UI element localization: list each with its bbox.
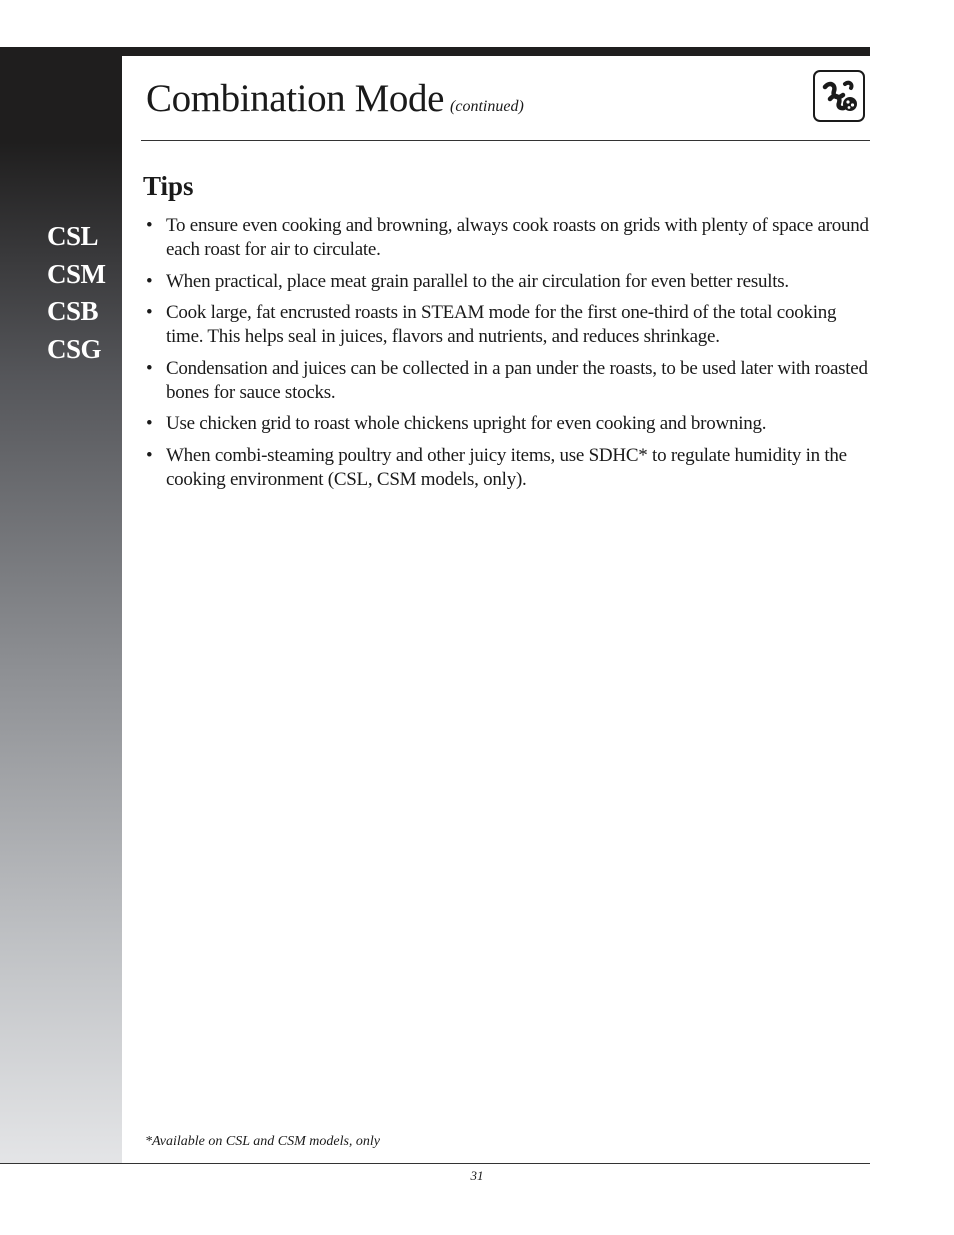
model-label: CSB — [47, 296, 99, 326]
model-label: CSG — [47, 333, 102, 364]
section-heading: Tips — [143, 171, 194, 201]
tip-text: To ensure even cooking and browning, always cook roasts on grids with plenty of space around each roast for air to circulate. — [166, 215, 869, 260]
bullet-icon: • — [146, 413, 153, 434]
title-divider — [141, 140, 870, 141]
footer-divider — [0, 1163, 870, 1164]
page-title — [146, 76, 524, 121]
combination-mode-icon — [813, 70, 865, 122]
tip-text: When practical, place meat grain parallel to the air circulation for even better results. — [166, 270, 789, 292]
steam-and-heat-icon — [818, 75, 860, 117]
tips-list — [146, 214, 870, 499]
tip-text: Cook large, fat encrusted roasts in STEAM mode for the first one-third of the total cooking time. This helps seal in juices, flavors and nutrients, and reduces shrinkage. — [166, 302, 837, 347]
bullet-icon: • — [146, 444, 153, 466]
model-list — [47, 218, 106, 368]
list-item — [146, 357, 870, 405]
sidebar — [0, 47, 122, 1164]
model-label: CSL — [47, 221, 99, 251]
model-label: CSM — [47, 258, 106, 289]
bullet-icon: • — [146, 357, 153, 379]
tip-text: Use chicken grid to roast whole chickens upright for even cooking and browning. — [166, 413, 767, 434]
list-item — [146, 270, 870, 294]
page-title-suffix: (continued) — [450, 98, 524, 115]
list-item — [146, 214, 870, 262]
page-title-text: Combination Mode — [146, 77, 445, 120]
bullet-icon: • — [146, 302, 153, 323]
header-bar — [0, 47, 870, 56]
list-item — [146, 412, 870, 436]
bullet-icon: • — [146, 270, 153, 292]
footnote: *Available on CSL and CSM models, only — [145, 1134, 381, 1149]
bullet-icon: • — [146, 215, 153, 236]
tip-text: When combi-steaming poultry and other juicy items, use SDHC* to regulate humidity in the cooking environment (CSL, CSM models, only). — [166, 444, 847, 490]
tip-text: Condensation and juices can be collected in a pan under the roasts, to be used later with roasted bones for sauce stocks. — [166, 357, 868, 403]
page-number: 31 — [470, 1168, 484, 1183]
list-item — [146, 301, 870, 349]
list-item — [146, 444, 870, 492]
